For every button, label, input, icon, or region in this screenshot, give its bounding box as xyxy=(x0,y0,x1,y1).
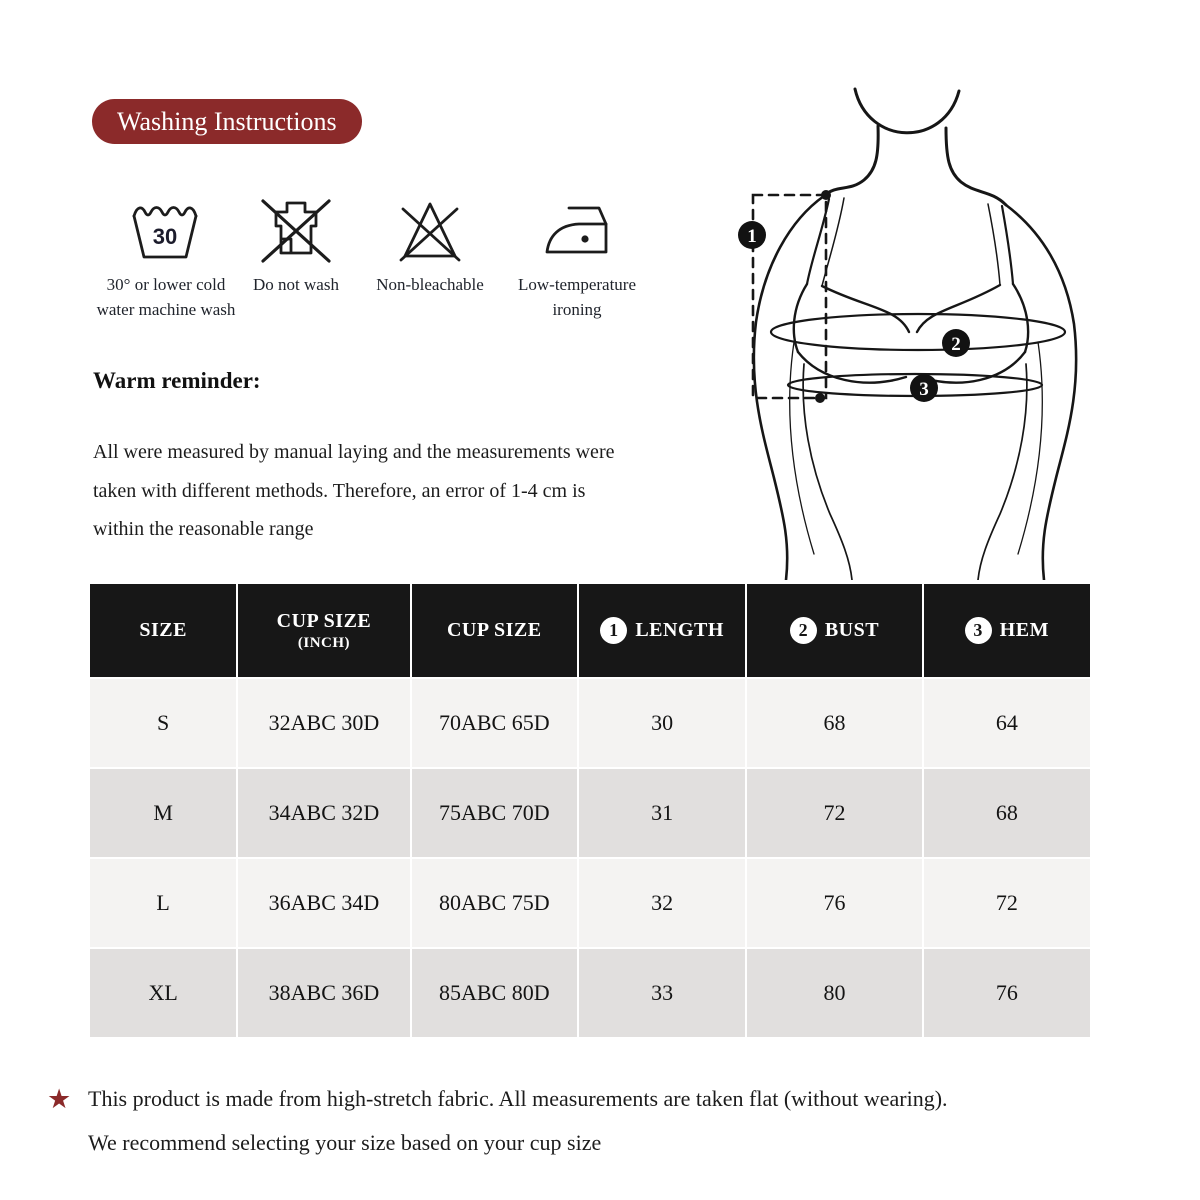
footnote xyxy=(47,1077,1177,1165)
length-number-badge: 1 xyxy=(600,617,627,644)
care-label: Low-temperature ironing xyxy=(518,275,636,319)
low-temperature-ironing-icon xyxy=(498,194,656,268)
table-row-m: M 34ABC 32D 75ABC 70D 31 72 68 xyxy=(89,768,1091,858)
care-label: Non-bleachable xyxy=(376,275,484,294)
underbust-point-dot xyxy=(815,393,825,403)
col-header-size: SIZE xyxy=(89,583,237,678)
col-header-bust: 2 BUST xyxy=(746,583,922,678)
table-row-l: L 36ABC 34D 80ABC 75D 32 76 72 xyxy=(89,858,1091,948)
star-icon: ★ xyxy=(47,1084,72,1114)
care-label: Do not wash xyxy=(253,275,339,294)
svg-text:3: 3 xyxy=(919,379,929,400)
care-item-machine-wash xyxy=(84,194,248,322)
bust-number-badge: 2 xyxy=(790,617,817,644)
table-row-xl: XL 38ABC 36D 85ABC 80D 33 80 76 xyxy=(89,948,1091,1038)
col-header-hem: 3 HEM xyxy=(923,583,1091,678)
footnote-text: This product is made from high-stretch fabric. All measurements are taken flat (without wearing). We recommend selecting your size based on your cup size xyxy=(88,1086,948,1155)
care-item-non-bleachable xyxy=(356,194,504,297)
length-marker xyxy=(738,221,766,249)
machine-wash-30-icon xyxy=(84,194,248,268)
size-chart-table xyxy=(88,582,1092,1039)
non-bleachable-icon xyxy=(356,194,504,268)
bust-marker xyxy=(942,329,970,357)
washing-instructions-label: Washing Instructions xyxy=(117,106,337,136)
care-item-do-not-wash xyxy=(240,194,352,297)
washing-instructions-badge xyxy=(92,99,362,144)
table-row-s: S 32ABC 30D 70ABC 65D 30 68 64 xyxy=(89,678,1091,768)
hem-number-badge: 3 xyxy=(965,617,992,644)
col-header-length: 1 LENGTH xyxy=(578,583,746,678)
hem-marker xyxy=(910,374,938,402)
svg-text:1: 1 xyxy=(747,226,757,247)
table-header-row xyxy=(89,583,1091,678)
do-not-wash-icon xyxy=(240,194,352,268)
col-header-cup-size: CUP SIZE xyxy=(411,583,578,678)
col-header-cup-size-inch: CUP SIZE (INCH) xyxy=(237,583,410,678)
care-item-low-temp-ironing xyxy=(498,194,656,322)
body-measurement-diagram xyxy=(698,80,1185,585)
warm-reminder-text: All were measured by manual laying and the measurements were taken with different methods. Therefore, an error of 1-4 cm is within the reasonable range xyxy=(93,441,615,540)
warm-reminder-heading: Warm reminder: xyxy=(93,368,261,393)
shoulder-point-dot xyxy=(821,190,831,200)
svg-text:2: 2 xyxy=(951,334,961,355)
care-label: 30° or lower cold water machine wash xyxy=(96,275,236,319)
wash-temp-value: 30 xyxy=(152,224,178,249)
